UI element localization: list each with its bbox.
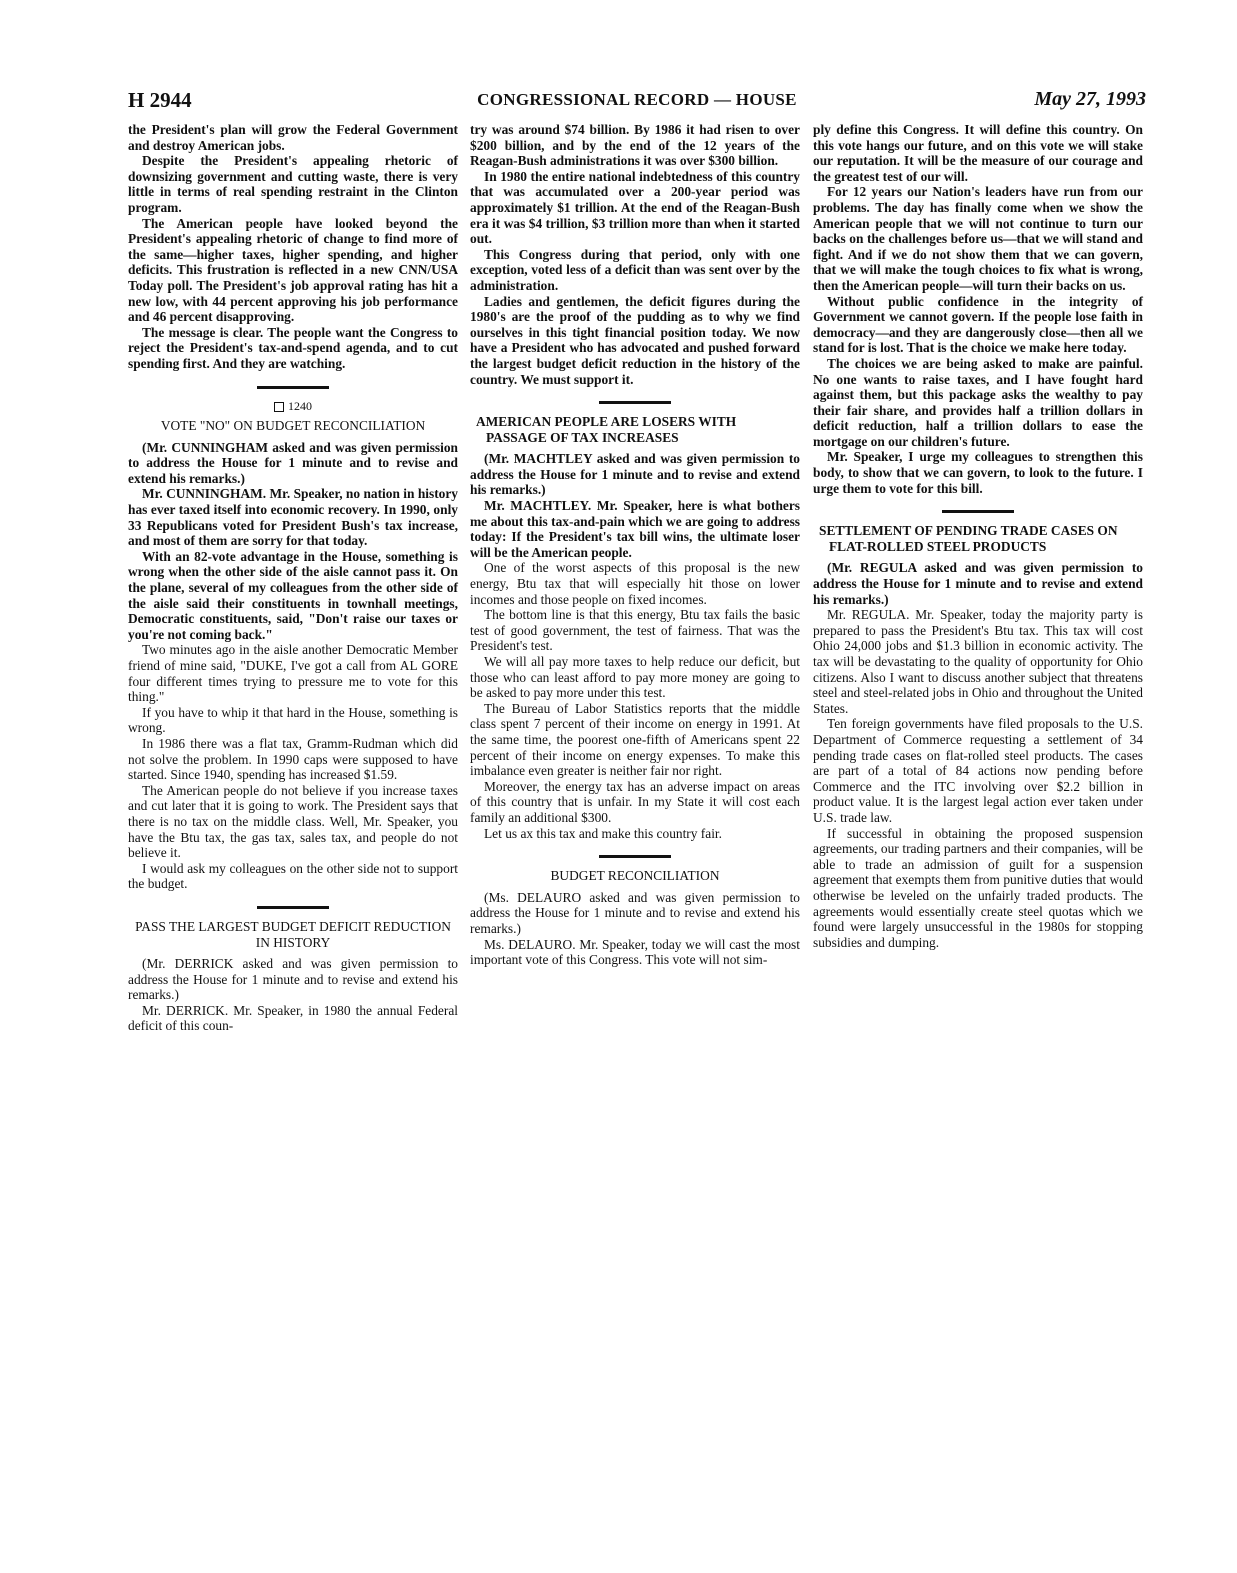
paragraph: Mr. REGULA. Mr. Speaker, today the majority party is prepared to pass the President's Btu tax. This tax will cost Ohio 24,000 jobs and $1.3 billion in economic activity. The tax will be devastating to the quality of opportunity for Ohio citizens. Also I want to discuss another subject that threatens steel and steel-related jobs in Ohio and throughout the United States. <box>813 607 1143 716</box>
page-header <box>128 88 1146 114</box>
page-number: H 2944 <box>128 88 192 112</box>
section-divider <box>599 401 671 404</box>
paragraph: The Bureau of Labor Statistics reports that the middle class spent 7 percent of their income on energy in 1991. At the same time, the poorest one-fifth of Americans spent 22 percent of their income on energy expenses. To make this imbalance even greater is neither fair nor right. <box>470 700 800 779</box>
section-divider <box>257 386 329 389</box>
paragraph: With an 82-vote advantage in the House, something is wrong when the other side of the aisle cannot pass it. On the plane, several of my colleagues from the other side of the aisle said their constituents in townhall meetings, Democratic constituents, said, "Don't raise our taxes or you're not coming back." <box>128 548 458 642</box>
section-divider <box>257 906 329 909</box>
section-heading: PASS THE LARGEST BUDGET DEFICIT REDUCTION IN HISTORY <box>135 918 451 950</box>
paragraph: Let us ax this tax and make this country fair. <box>484 825 722 841</box>
column-3 <box>813 122 1143 950</box>
paragraph: Ten foreign governments have filed proposals to the U.S. Department of Commerce requesting a settlement of 34 pending trade cases on flat-rolled steel products. The cases are part of a total of 84 actions now pending before Commerce and the ITC involving over $2.2 billion in product value. It is the largest legal action ever taken under U.S. trade law. <box>813 716 1143 825</box>
paragraph: Mr. DERRICK. Mr. Speaker, in 1980 the annual Federal deficit of this coun- <box>128 1002 458 1034</box>
paragraph: the President's plan will grow the Federal Government and destroy American jobs. <box>128 122 458 153</box>
paragraph: ply define this Congress. It will define this country. On this vote hangs our future, and on this vote we will stake our reputation. It will be the measure of our courage and the greatest test of our will. <box>813 122 1143 184</box>
paragraph: One of the worst aspects of this proposal is the new energy, Btu tax that will especially hit those on lower incomes and those people on fixed incomes. <box>470 560 800 607</box>
section-divider <box>599 855 671 858</box>
paragraph: (Mr. CUNNINGHAM asked and was given permission to address the House for 1 minute and to revise and extend his remarks.) <box>128 439 458 486</box>
page-date: May 27, 1993 <box>1034 88 1146 110</box>
paragraph: Moreover, the energy tax has an adverse impact on areas of this country that is unfair. In my State it will cost each family an additional $300. <box>470 778 800 825</box>
paragraph: We will all pay more taxes to help reduce our deficit, but those who can least afford to pay more money are going to be asked to pay more under this test. <box>470 654 800 701</box>
section-heading: AMERICAN PEOPLE ARE LOSERS WITH PASSAGE OF TAX INCREASES <box>476 414 737 445</box>
column-2 <box>470 122 800 968</box>
paragraph: This Congress during that period, only with one exception, voted less of a deficit than was sent over by the administration. <box>470 246 800 293</box>
column-1 <box>128 122 458 1034</box>
paragraph: In 1980 the entire national indebtedness of this country that was accumulated over a 200-year period was approximately $1 trillion. At the end of the Reagan-Bush era it was $4 trillion, $3 trillion more than when it started out. <box>470 168 800 247</box>
paragraph: (Mr. REGULA asked and was given permission to address the House for 1 minute and to revise and extend his remarks.) <box>813 560 1143 607</box>
paragraph: For 12 years our Nation's leaders have run from our problems. The day has finally come when we show the American people that we will not continue to turn our backs on the challenges before us—that we will stand and fight. And if we do not show them that we can govern, that we will make the tough choices to fix what is wrong, then the American people—will turn their backs on us. <box>813 184 1143 293</box>
journal-title: CONGRESSIONAL RECORD — HOUSE <box>477 90 797 109</box>
paragraph: The American people do not believe if you increase taxes and cut later that it is going to work. The President says that there is no tax on the middle class. Well, Mr. Speaker, you have the Btu tax, the gas tax, sales tax, and people do not believe it. <box>128 782 458 861</box>
paragraph: The American people have looked beyond the President's appealing rhetoric of change to find more of the same—higher taxes, higher spending, and higher deficits. This frustration is reflected in a new CNN/USA Today poll. The President's job approval rating has hit a new low, with 44 percent approving his job performance and 46 percent disapproving. <box>128 215 458 325</box>
section-heading: BUDGET RECONCILIATION <box>550 868 720 884</box>
paragraph: Ms. DELAURO. Mr. Speaker, today we will cast the most important vote of this Congress. This vote will not sim- <box>470 936 800 968</box>
paragraph: Mr. Speaker, I urge my colleagues to strengthen this body, to show that we can govern, to look to the future. I urge them to vote for this bill. <box>813 449 1143 496</box>
paragraph: I would ask my colleagues on the other side not to support the budget. <box>128 860 458 892</box>
section-heading: SETTLEMENT OF PENDING TRADE CASES ON FLAT-ROLLED STEEL PRODUCTS <box>819 523 1118 554</box>
paragraph: The bottom line is that this energy, Btu tax fails the basic test of good government, the test of fairness. That was the President's test. <box>470 607 800 654</box>
paragraph: (Ms. DELAURO asked and was given permission to address the House for 1 minute and to revise and extend his remarks.) <box>470 889 800 936</box>
time-marker: 1240 <box>128 399 458 415</box>
paragraph: (Mr. MACHTLEY asked and was given permission to address the House for 1 minute and to revise and extend his remarks.) <box>470 451 800 498</box>
paragraph: Despite the President's appealing rhetoric of downsizing government and cutting waste, there is very little in terms of real spending restraint in the Clinton program. <box>128 153 458 215</box>
paragraph: Two minutes ago in the aisle another Democratic Member friend of mine said, "DUKE, I've got a call from AL GORE four different times trying to pressure me to vote for this thing." <box>128 642 458 705</box>
paragraph: The message is clear. The people want the Congress to reject the President's tax-and-spend agenda, and to cut spending first. And they are watching. <box>128 324 458 371</box>
box-icon <box>274 402 284 412</box>
paragraph: Mr. CUNNINGHAM. Mr. Speaker, no nation in history has ever taxed itself into economic recovery. In 1990, only 33 Republicans voted for President Bush's tax increase, and most of them are sorry for that today. <box>128 486 458 549</box>
section-heading: VOTE "NO" ON BUDGET RECONCILIATION <box>160 418 426 434</box>
paragraph: Without public confidence in the integrity of Government we cannot govern. If the people lose faith in democracy—and they are dangerously close—then all we stand for is lost. That is the choice we make here today. <box>813 293 1143 356</box>
paragraph: Ladies and gentlemen, the deficit figures during the 1980's are the proof of the pudding as to why we find ourselves in this tight financial position today. We now have a President who has advocated and pushed forward the largest budget deficit reduction in the history of the country. We must support it. <box>470 293 800 387</box>
paragraph: try was around $74 billion. By 1986 it had risen to over $200 billion, and by the end of the 12 years of the Reagan-Bush administrations it was over $300 billion. <box>470 122 800 169</box>
section-divider <box>942 510 1014 513</box>
paragraph: If you have to whip it that hard in the House, something is wrong. <box>128 704 458 736</box>
paragraph: If successful in obtaining the proposed suspension agreements, our trading partners and their companies, will be able to trade an admission of guilt for a suspension agreement that exempts them from punitive duties that would otherwise be leveled on the unfairly traded products. The agreements would essentially create steel quotas which we found were largely unsuccessful in the 1980s for stopping subsidies and dumping. <box>813 825 1143 950</box>
paragraph: In 1986 there was a flat tax, Gramm-Rudman which did not solve the problem. In 1990 caps were supposed to have started. Since 1940, spending has increased $1.59. <box>128 735 458 783</box>
paragraph: Mr. MACHTLEY. Mr. Speaker, here is what bothers me about this tax-and-pain which we are going to address today: If the President's tax bill wins, the ultimate loser will be the American people. <box>470 498 800 560</box>
paragraph: (Mr. DERRICK asked and was given permission to address the House for 1 minute and to revise and extend his remarks.) <box>128 956 458 1003</box>
paragraph: The choices we are being asked to make are painful. No one wants to raise taxes, and I have fought hard against them, but this package asks the wealthy to pay their fair share, and provides half a trillion dollars in deficit reduction, half a trillion dollars to ease the mortgage on our children's future. <box>813 355 1143 449</box>
